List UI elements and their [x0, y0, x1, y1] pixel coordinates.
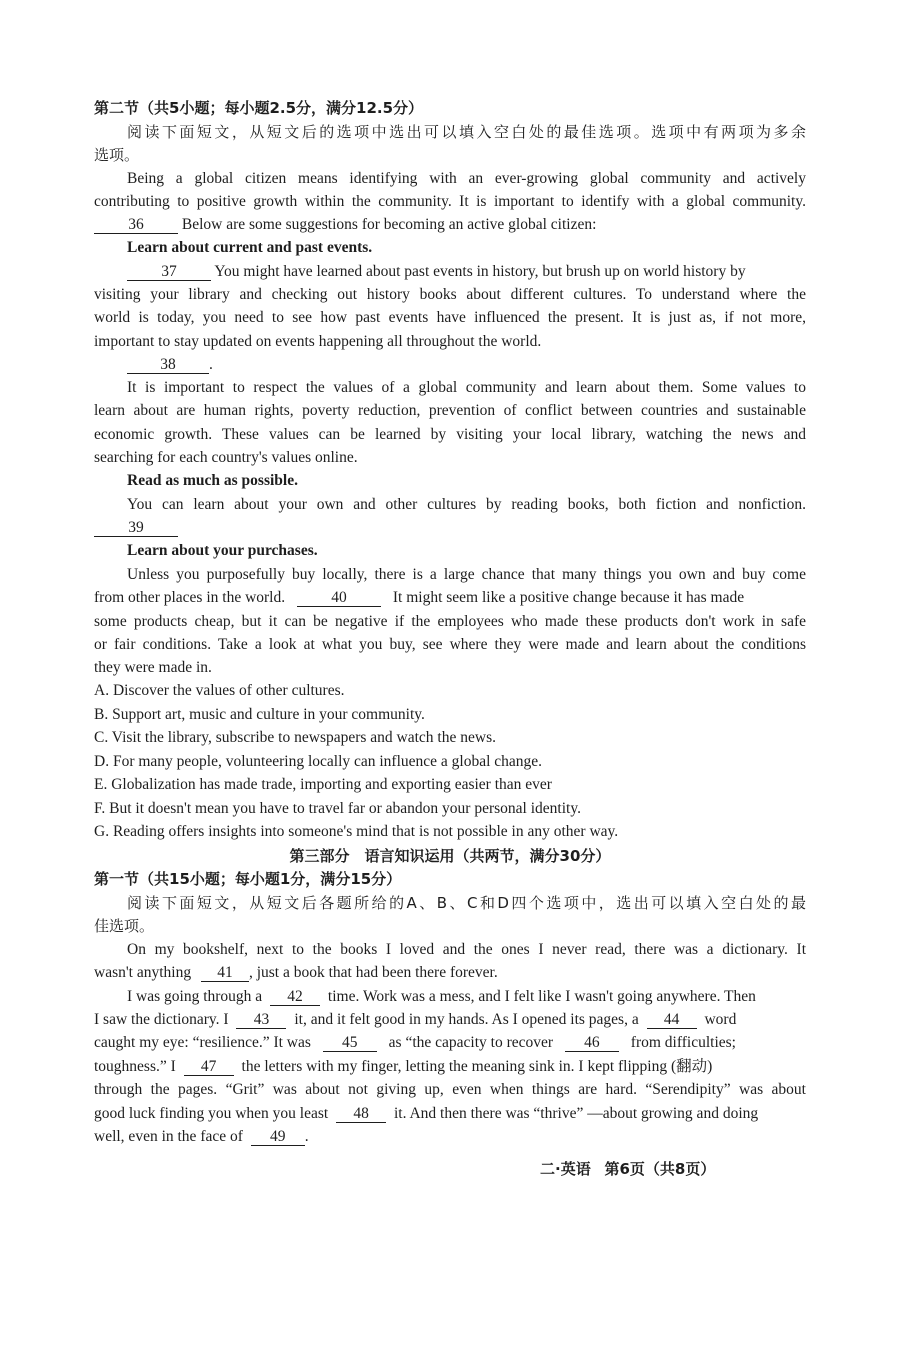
passage-text: caught my eye: “resilience.” It was: [94, 1034, 311, 1051]
passage-text: , just a book that had been there forever.: [248, 964, 498, 981]
option-d: D. For many people, volunteering locally can influence a global change.: [94, 753, 543, 770]
blank-47[interactable]: 47: [184, 1058, 234, 1076]
passage-line: some products cheap, but it can be negative if the employees who made these products don't work in safe: [94, 613, 806, 630]
footer-prefix: 二·: [540, 1160, 561, 1178]
part3-instruction: 阅读下面短文，从短文后各题所给的A、B、C和D四个选项中，选出可以填入空白处的最: [127, 894, 806, 912]
passage-line: world is today, you need to see how past events have influenced the present. It is just as, if not more,: [94, 309, 806, 326]
passage-line: economic growth. These values can be learned by visiting your local library, watching the news and: [94, 426, 806, 443]
option-g: G. Reading offers insights into someone's mind that is not possible in any other way.: [94, 823, 619, 840]
blank-40[interactable]: 40: [297, 589, 381, 607]
passage-line: [94, 1104, 806, 1124]
subheading: Learn about your purchases.: [127, 542, 318, 559]
passage-text: wasn't anything: [94, 964, 192, 981]
footer-subject: 英语: [560, 1160, 591, 1178]
passage-text: it. And then there was “thrive” —about growing and doing: [393, 1105, 759, 1122]
passage-text: as “the capacity to recover: [388, 1034, 554, 1051]
blank-43[interactable]: 43: [236, 1011, 286, 1029]
passage-line: [94, 963, 806, 983]
section2-title: 第二节（共5小题；每小题2.5分，满分12.5分）: [94, 99, 424, 117]
option-c: C. Visit the library, subscribe to newspapers and watch the news.: [94, 729, 496, 746]
passage-line: [94, 1033, 806, 1053]
blank-45[interactable]: 45: [323, 1034, 377, 1052]
blank-41[interactable]: 41: [201, 964, 249, 982]
blank-39[interactable]: 39: [94, 519, 178, 537]
passage-text: I was going through a: [127, 988, 263, 1005]
passage-text: from other places in the world.: [94, 589, 286, 606]
blank-46[interactable]: 46: [565, 1034, 619, 1052]
passage-line: or fair conditions. Take a look at what you buy, see where they were made and learn about the conditions: [94, 636, 806, 653]
passage-line: On my bookshelf, next to the books I loved and the ones I never read, there was a dictionary. It: [127, 941, 806, 958]
blank-49[interactable]: 49: [251, 1128, 305, 1146]
blank-37[interactable]: 37: [127, 263, 211, 281]
passage-text: toughness.” I: [94, 1058, 176, 1075]
passage-line: Being a global citizen means identifying with an ever-growing global community and actively: [127, 170, 806, 187]
subheading: Learn about current and past events.: [127, 239, 373, 256]
option-b: B. Support art, music and culture in your community.: [94, 706, 425, 723]
passage-line: contributing to positive growth within the community. It is important to identify with a global community.: [94, 193, 806, 210]
passage-line: they were made in.: [94, 659, 212, 676]
passage-text: You might have learned about past events in history, but brush up on world history by: [214, 263, 746, 280]
passage-text: word: [704, 1011, 737, 1028]
passage-line: [127, 987, 806, 1007]
option-e: E. Globalization has made trade, importing and exporting easier than ever: [94, 776, 552, 793]
part3-instruction-cont: 佳选项。: [94, 917, 155, 935]
passage-text: from difficulties;: [630, 1034, 736, 1051]
blank-36[interactable]: 36: [94, 216, 178, 234]
passage-line: [94, 1127, 806, 1147]
passage-text: Below are some suggestions for becoming an active global citizen:: [181, 216, 597, 233]
option-a: A. Discover the values of other cultures.: [94, 682, 345, 699]
passage-text: .: [304, 1128, 309, 1145]
section2-instruction-cont: 选项。: [94, 146, 140, 164]
blank-42[interactable]: 42: [270, 988, 320, 1006]
option-f: F. But it doesn't mean you have to travel far or abandon your personal identity.: [94, 800, 581, 817]
passage-line: important to stay updated on events happening all throughout the world.: [94, 333, 542, 350]
blank-38[interactable]: 38: [127, 356, 209, 374]
passage-line: learn about are human rights, poverty reduction, prevention of conflict between countries and sustainable: [94, 402, 806, 419]
passage-text: I saw the dictionary. I: [94, 1011, 229, 1028]
page-footer: [540, 1158, 715, 1179]
passage-line: visiting your library and checking out history books about different cultures. To understand where the: [94, 286, 806, 303]
passage-text: .: [209, 356, 213, 373]
passage-line: [94, 518, 806, 538]
subheading: Read as much as possible.: [127, 472, 298, 489]
passage-line: [94, 215, 806, 235]
passage-line: [94, 1057, 806, 1077]
passage-line: through the pages. “Grit” was about not giving up, even when things are hard. “Serendipity” was about: [94, 1081, 806, 1098]
passage-line: You can learn about your own and other cultures by reading books, both fiction and nonfiction.: [127, 496, 806, 513]
part3-section1-title: 第一节（共15小题；每小题1分，满分15分）: [94, 870, 402, 888]
passage-line: [127, 355, 806, 375]
passage-line: Unless you purposefully buy locally, there is a large chance that many things you own and buy come: [127, 566, 806, 583]
passage-text: it, and it felt good in my hands. As I opened its pages, a: [294, 1011, 639, 1028]
passage-line: [94, 1010, 806, 1030]
passage-line: [127, 262, 806, 282]
passage-text: It might seem like a positive change because it has made: [392, 589, 745, 606]
passage-text: time. Work was a mess, and I felt like I wasn't going anywhere. Then: [327, 988, 756, 1005]
passage-line: It is important to respect the values of a global community and learn about them. Some values to: [127, 379, 806, 396]
blank-44[interactable]: 44: [647, 1011, 697, 1029]
passage-text: well, even in the face of: [94, 1128, 243, 1145]
passage-text: the letters with my finger, letting the meaning sink in. I kept flipping (翻动): [241, 1058, 713, 1075]
passage-line: searching for each country's values online.: [94, 449, 358, 466]
footer-page-number: 第6页（共8页）: [604, 1160, 716, 1178]
part3-title: 第三部分 语言知识运用（共两节，满分30分）: [289, 847, 611, 865]
section2-instruction: 阅读下面短文，从短文后的选项中选出可以填入空白处的最佳选项。选项中有两项为多余: [127, 123, 806, 141]
passage-line: [94, 588, 806, 608]
blank-48[interactable]: 48: [336, 1105, 386, 1123]
passage-text: good luck finding you when you least: [94, 1105, 329, 1122]
